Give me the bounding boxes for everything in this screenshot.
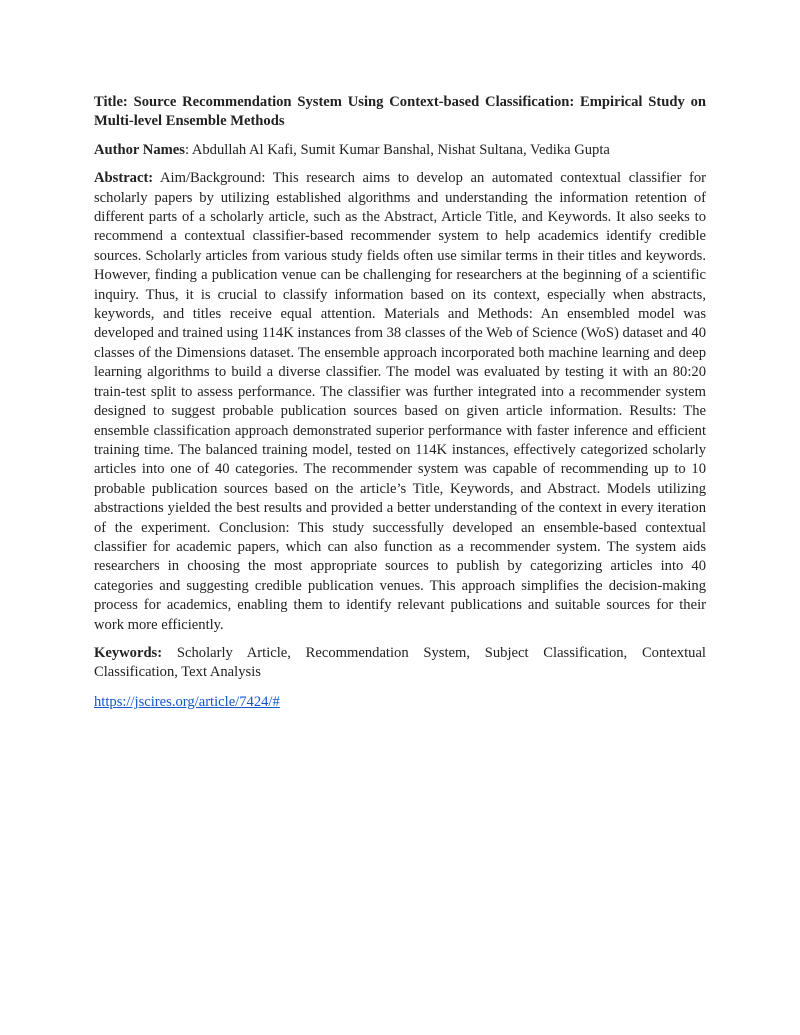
abstract-paragraph [94, 169, 706, 635]
abstract-label: Abstract: [94, 170, 154, 187]
authors-paragraph [94, 141, 706, 160]
keywords-label: Keywords: [94, 644, 163, 661]
title-label: Title: [94, 94, 128, 110]
authors-label: Author Names [94, 141, 185, 158]
abstract-text: Aim/Background: This research aims to develop an automated contextual classifier for scholarly papers by utilizing established algorithms and understanding the information retention of different parts of a scholarly article, such as the Abstract, Article Title, and Keywords. It also seeks to recommend a contextual classifier-based recommender system to help academics identify credible sources. Scholarly articles from various study fields often use similar terms in their titles and keywords. However, finding a publication venue can be challenging for researchers at the beginning of a scientific inquiry. Thus, it is crucial to classify information based on its context, especially when abstracts, keywords, and titles receive equal attention. Materials and Methods: An ensembled model was developed and trained using 114K instances from 38 classes of the Web of Science (WoS) dataset and 40 classes of the Dimensions dataset. The ensemble approach incorporated both machine learning and deep learning algorithms to build a diverse classifier. The model was evaluated by testing it with an 80:20 train-test split to assess performance. The classifier was further integrated into a recommender system designed to suggest probable publication sources based on given article information. Results: The ensemble classification approach demonstrated superior performance with faster inference and efficient training time. The balanced training model, tested on 114K instances, effectively categorized scholarly articles into one of 40 categories. The recommender system was capable of recommending up to 10 probable publication sources based on the article’s Title, Keywords, and Abstract. Models utilizing abstractions yielded the best results and provided a better understanding of the context in every iteration of the experiment. Conclusion: This study successfully developed an ensemble-based contextual classifier for academic papers, which can also function as a recommender system. The system aids researchers in choosing the most appropriate sources to publish by categorizing articles into 40 categories and suggesting credible publication venues. This approach simplifies the decision-making process for academics, enabling them to identify relevant publications and suitable sources for their work more efficiently. [94, 170, 707, 633]
article-link[interactable]: https://jscires.org/article/7424/# [94, 693, 280, 710]
content-block [94, 93, 706, 721]
keywords-text: Scholarly Article, Recommendation System, Subject Classification, Contextual Classification, Text Analysis [94, 644, 706, 681]
author-names: : Abdullah Al Kafi, Sumit Kumar Banshal, Nishat Sultana, Vedika Gupta [184, 141, 610, 158]
article-title: Source Recommendation System Using Context-based Classification: Empirical Study on Multi-level Ensemble Methods [94, 94, 706, 130]
keywords-paragraph [94, 644, 706, 683]
title-paragraph [94, 93, 706, 132]
